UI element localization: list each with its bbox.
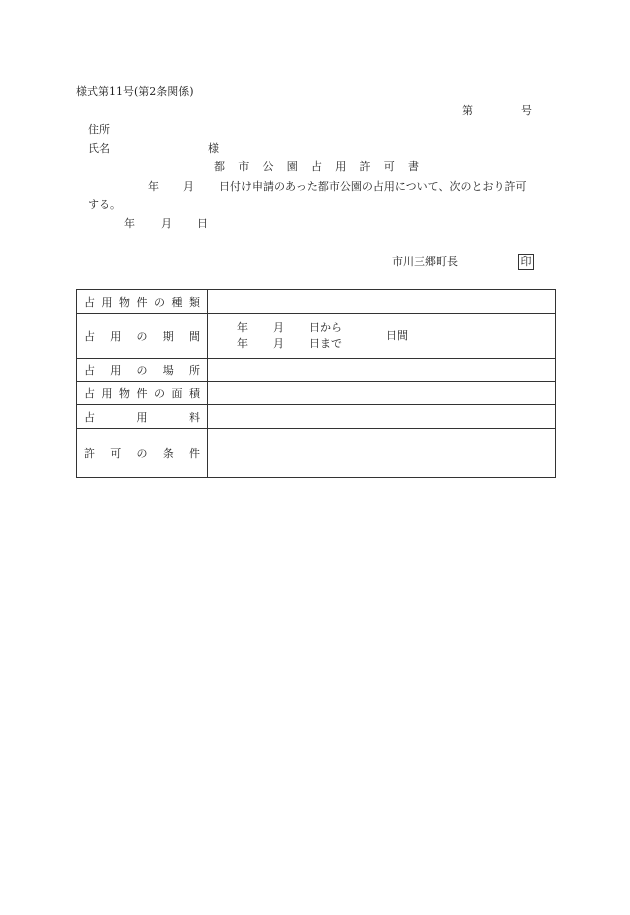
label-char: の — [136, 364, 148, 377]
table-row — [77, 359, 556, 382]
label-char: 用 — [110, 364, 122, 377]
issue-month: 月 — [161, 217, 172, 230]
form-number: 様式第11号(第2条関係) — [76, 85, 194, 98]
issue-year: 年 — [124, 217, 135, 230]
label-char: 料 — [189, 410, 200, 424]
label-char: 物 — [119, 387, 130, 400]
permit-details-table — [76, 289, 556, 478]
title-char: 園 — [286, 160, 298, 173]
label-char: 件 — [136, 295, 148, 309]
document-title — [214, 160, 419, 174]
period-cell[interactable] — [208, 314, 556, 359]
issue-day: 日 — [197, 217, 208, 230]
title-char: 都 — [214, 160, 225, 173]
label-cell — [77, 290, 208, 314]
label-cell — [77, 359, 208, 382]
document-number-go: 号 — [521, 104, 532, 117]
value-cell[interactable] — [208, 382, 556, 405]
period-to-year: 年 — [237, 337, 248, 350]
label-char: 種 — [171, 295, 183, 309]
value-cell[interactable] — [208, 405, 556, 429]
body-year: 年 — [148, 180, 159, 193]
label-char: 占 — [84, 330, 95, 343]
label-char: 可 — [110, 447, 122, 460]
table-row — [77, 429, 556, 478]
value-cell[interactable] — [208, 429, 556, 478]
label-char: 面 — [171, 387, 183, 400]
label-char: の — [136, 447, 148, 460]
title-char: 公 — [262, 160, 274, 173]
label-char: 用 — [101, 387, 113, 400]
honorific: 様 — [208, 142, 219, 155]
period-from-year: 年 — [237, 321, 248, 334]
label-cell — [77, 314, 208, 359]
label-char: 用 — [136, 410, 148, 424]
label-char: 占 — [84, 410, 95, 424]
period-to-month: 月 — [273, 337, 284, 350]
title-char: 用 — [335, 160, 347, 173]
label-char: 所 — [189, 364, 200, 377]
label-cell — [77, 382, 208, 405]
body-line-1: 日付け申請のあった都市公園の占用について、次のとおり許可 — [219, 180, 527, 193]
table-row — [77, 314, 556, 359]
label-char: 物 — [119, 295, 130, 309]
table-row — [77, 405, 556, 429]
label-char: 占 — [84, 387, 95, 400]
body-line-2: する。 — [88, 198, 121, 211]
label-char: 用 — [110, 330, 122, 343]
address-label: 住所 — [88, 123, 110, 136]
label-char: 間 — [189, 330, 200, 343]
label-cell — [77, 429, 208, 478]
period-to-suffix: 日まで — [309, 337, 342, 350]
period-from-month: 月 — [273, 321, 284, 334]
label-char: 用 — [101, 295, 113, 309]
name-label: 氏名 — [88, 142, 110, 155]
seal-mark: 印 — [518, 254, 534, 270]
label-char: 占 — [84, 364, 95, 377]
label-char: 占 — [84, 295, 95, 309]
label-char: 件 — [136, 387, 148, 400]
label-char: の — [136, 330, 148, 343]
title-char: 市 — [238, 160, 250, 173]
label-char: の — [154, 295, 165, 309]
value-cell[interactable] — [208, 290, 556, 314]
title-char: 占 — [311, 160, 322, 173]
table-row — [77, 290, 556, 314]
label-char: 件 — [189, 447, 200, 460]
label-char: 期 — [162, 330, 174, 343]
value-cell[interactable] — [208, 359, 556, 382]
title-char: 書 — [408, 160, 419, 173]
label-char: 条 — [162, 447, 174, 460]
label-char: 場 — [162, 364, 174, 377]
label-char: の — [154, 387, 165, 400]
table-row — [77, 382, 556, 405]
document-number-dai: 第 — [462, 104, 473, 117]
period-from-suffix: 日から — [309, 321, 342, 334]
body-month: 月 — [183, 180, 194, 193]
title-char: 許 — [359, 160, 371, 173]
period-days: 日間 — [386, 329, 408, 342]
issuer-name: 市川三郷町長 — [392, 255, 458, 268]
label-cell — [77, 405, 208, 429]
label-char: 積 — [189, 387, 200, 400]
label-char: 類 — [189, 295, 200, 309]
label-char: 許 — [84, 447, 95, 460]
title-char: 可 — [383, 160, 395, 173]
